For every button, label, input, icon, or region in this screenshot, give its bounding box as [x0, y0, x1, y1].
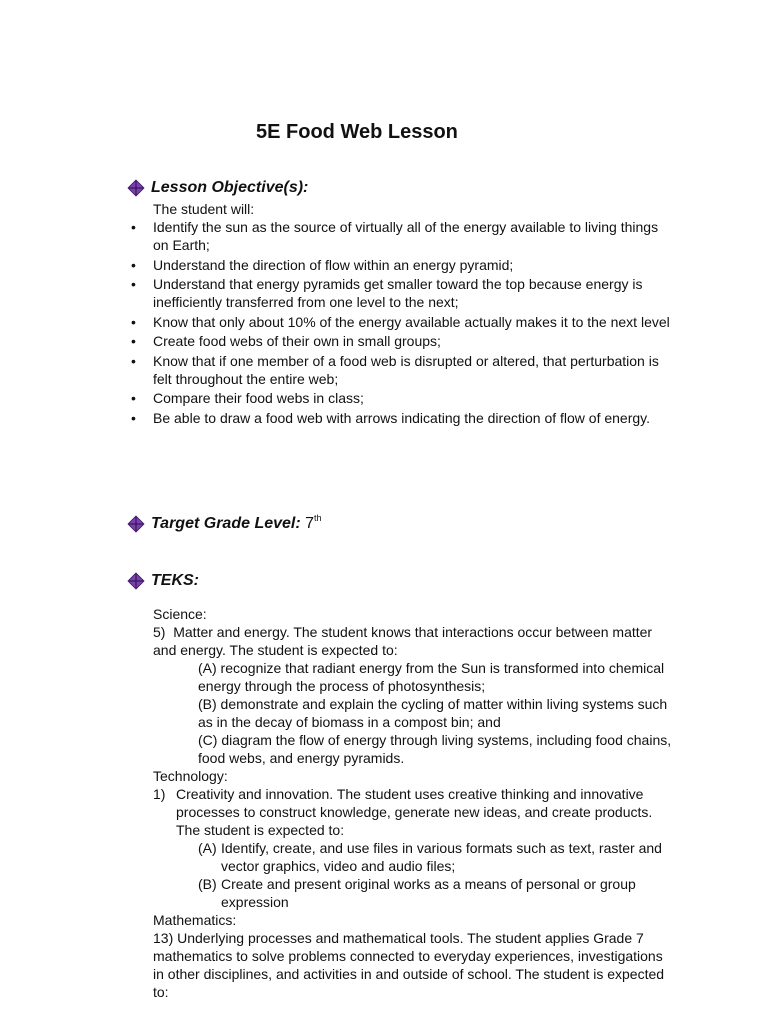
document-title: 5E Food Web Lesson — [256, 121, 458, 143]
science-sub-c: (C) diagram the flow of energy through living systems, including food chains, food webs, and energy pyramids. — [198, 732, 672, 766]
teks-content — [153, 605, 673, 1001]
grade-heading-row — [127, 514, 322, 534]
list-item: • Create food webs of their own in small groups; — [153, 332, 673, 350]
technology-label: Technology: — [153, 768, 228, 784]
technology-sub-a-text: Identify, create, and use files in various formats such as text, raster and vector graphics, video and audio files; — [221, 840, 662, 874]
science-standard — [153, 623, 673, 659]
list-item: • Understand the direction of flow within an energy pyramid; — [153, 256, 673, 274]
technology-sub-b-letter: (B) — [198, 876, 217, 892]
science-sub-b: (B) demonstrate and explain the cycling of matter within living systems such as in the decay of biomass in a compost bin; and — [198, 696, 668, 730]
technology-sub-a — [153, 839, 673, 875]
science-text: Matter and energy. The student knows that interactions occur between matter and energy. The student is expected to: — [153, 624, 653, 658]
grade-suffix: th — [314, 513, 322, 523]
technology-sub-a-letter: (A) — [198, 840, 217, 856]
technology-number: 1) — [153, 786, 166, 802]
list-item: • Know that only about 10% of the energy available actually makes it to the next level — [153, 313, 673, 331]
list-item: • Know that if one member of a food web is disrupted or altered, that perturbation is felt throughout the entire web; — [153, 352, 673, 388]
mathematics-standard: 13) Underlying processes and mathematical tools. The student applies Grade 7 mathematics to solve problems connected to everyday experiences, investigations in other disciplines, and activities in and outside of school. The student is expected to: — [153, 930, 665, 1000]
objectives-intro: The student will: — [153, 201, 255, 217]
teks-heading: TEKS: — [151, 572, 199, 589]
mathematics-label: Mathematics: — [153, 912, 237, 928]
diamond-bullet-icon — [127, 179, 145, 197]
grade-value: 7 — [305, 515, 315, 532]
technology-text: Creativity and innovation. The student uses creative thinking and innovative processes to construct knowledge, generate new ideas, and create products. The student is expected to: — [176, 786, 653, 838]
science-label: Science: — [153, 606, 207, 622]
science-number: 5) — [153, 624, 166, 640]
objectives-heading: Lesson Objective(s): — [151, 179, 309, 196]
science-sub-a: (A) recognize that radiant energy from the Sun is transformed into chemical energy through the process of photosynthesis; — [198, 660, 665, 694]
list-item: • Identify the sun as the source of virtually all of the energy available to living things on Earth; — [153, 218, 673, 254]
grade-heading: Target Grade Level: — [151, 515, 301, 532]
list-item: • Understand that energy pyramids get smaller toward the top because energy is inefficiently transferred from one level to the next; — [153, 275, 673, 311]
objectives-list — [153, 218, 673, 428]
list-item: • Compare their food webs in class; — [153, 389, 673, 407]
objectives-heading-row — [127, 178, 308, 198]
diamond-bullet-icon — [127, 515, 145, 533]
technology-sub-b — [153, 875, 673, 911]
technology-sub-b-text: Create and present original works as a means of personal or group expression — [221, 876, 636, 910]
teks-heading-row — [127, 571, 199, 591]
list-item: • Be able to draw a food web with arrows indicating the direction of flow of energy. — [153, 409, 673, 427]
technology-standard — [153, 785, 673, 839]
diamond-bullet-icon — [127, 572, 145, 590]
